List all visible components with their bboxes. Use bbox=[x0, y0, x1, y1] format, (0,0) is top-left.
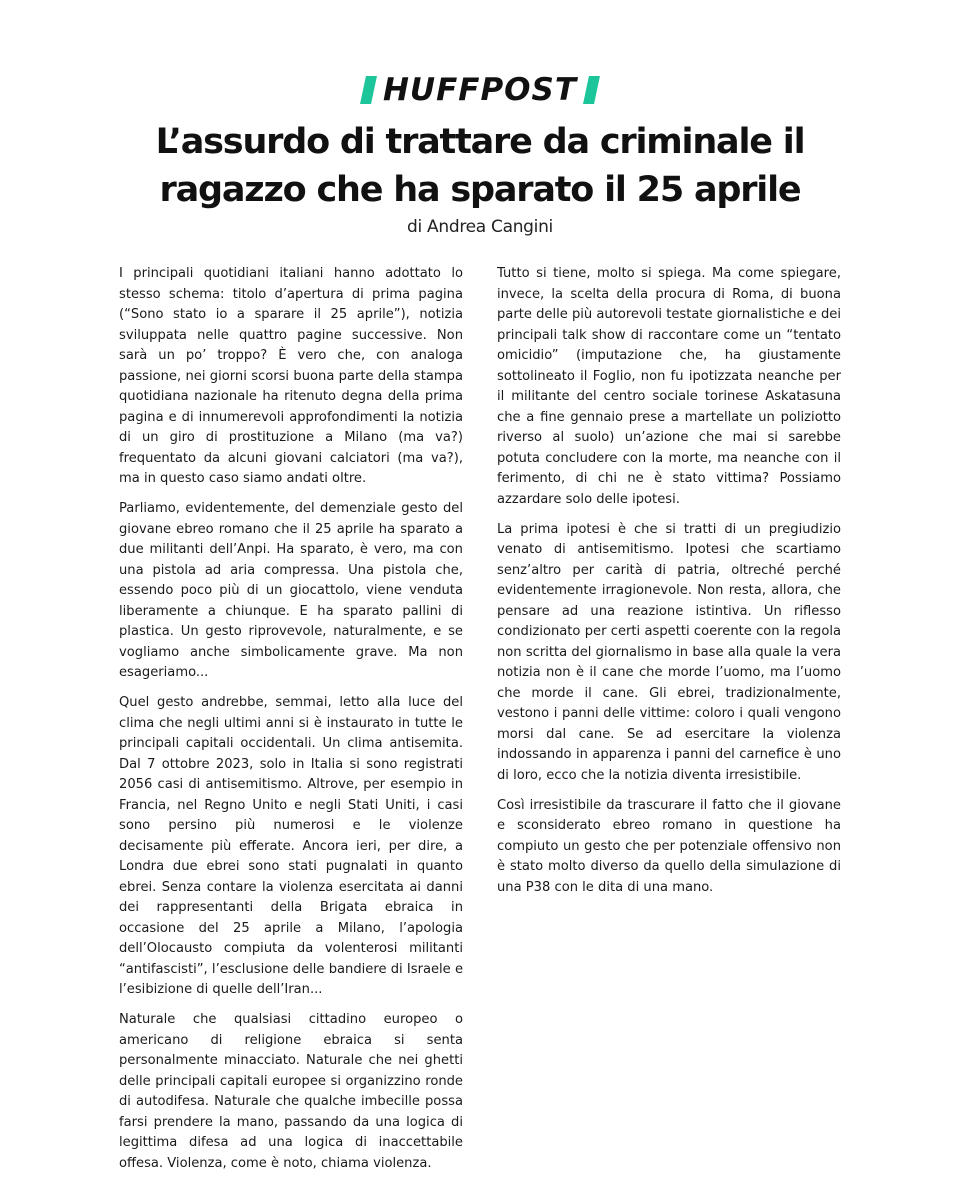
huffpost-logo bbox=[0, 74, 960, 106]
paragraph: La prima ipotesi è che si tratti di un pregiudizio venato di antisemitismo. Ipotesi che scartiamo senz’altro per carità di patria, oltreché perché evidentemente irragionevole. Non resta, allora, che pensare ad una reazione istintiva. Un riflesso condizionato per certi aspetti coerente con la regola non scritta del giornalismo in base alla quale la vera notizia non è il cane che morde l’uomo, ma l’uomo che morde il cane. Gli ebrei, tradizionalmente, vestono i panni delle vittime: coloro i quali vengono morsi dal cane. Se ad esercitare la violenza indossando in apparenza i panni del carnefice è uno di loro, ecco che la notizia diventa irresistibile. bbox=[497, 521, 841, 783]
title-line-2: ragazzo che ha sparato il 25 aprile bbox=[159, 170, 801, 210]
paragraph: I principali quotidiani italiani hanno adottato lo stesso schema: titolo d’apertura di prima pagina (“Sono stato io a sparare il 25 aprile”), notizia sviluppata nelle quattro pagine successive. Non sarà un po’ troppo? È vero che, con analoga passione, nei giorni scorsi buona parte della stampa quotidiana nazionale ha ritenuto degna della prima pagina e di innumerevoli approfondimenti la notizia di un giro di prostituzione a Milano (ma va?) frequentato da alcuni giovani calciatori (ma va?), ma in questo caso siamo andati oltre. bbox=[119, 266, 463, 486]
paragraph: Quel gesto andrebbe, semmai, letto alla luce del clima che negli ultimi anni si è instaurato in tutte le principali capitali occidentali. Un clima antisemita. Dal 7 ottobre 2023, solo in Italia si sono registrati 2056 casi di antisemitismo. Altrove, per esempio in Francia, nel Regno Unito e negli Stati Uniti, i casi sono persino più numerosi e le violenze decisamente più efferate. Ancora ieri, per dire, a Londra due ebrei sono stati pugnalati in quanto ebrei. Senza contare la violenza esercitata ai danni dei rappresentanti della Brigata ebraica in occasione del 25 aprile a Milano, l’apologia dell’Olocausto compiuta da volenterosi militanti “antifascisti”, l’esclusione delle bandiere di Israele e l’esibizione di quelle dell’Iran... bbox=[119, 695, 463, 997]
byline: di Andrea Cangini bbox=[407, 217, 553, 237]
paragraph: Parliamo, evidentemente, del demenziale gesto del giovane ebreo romano che il 25 aprile ha sparato a due militanti dell’Anpi. Ha sparato, è vero, ma con una pistola ad aria compressa. Una pistola che, essendo poco più di un giocattolo, viene venduta liberamente a chiunque. E ha sparato pallini di plastica. Un gesto riprovevole, naturalmente, e se vogliamo anche simbolicamente grave. Ma non esageriamo... bbox=[119, 501, 463, 680]
paragraph: Così irresistibile da trascurare il fatto che il giovane e sconsiderato ebreo romano in questione ha compiuto un gesto che per potenziale offensivo non è stato molto diverso da quello della simulazione di una P38 con le dita di una mano. bbox=[497, 797, 841, 895]
logo-left-bar bbox=[360, 76, 377, 104]
title-line-1: L’assurdo di trattare da criminale il bbox=[155, 122, 805, 162]
article-title bbox=[60, 118, 900, 214]
article-column-left bbox=[119, 264, 463, 1184]
paragraph: Naturale che qualsiasi cittadino europeo o americano di religione ebraica si senta personalmente minacciato. Naturale che nei ghetti delle principali capitali europee si organizzino ronde di autodifesa. Naturale che qualche imbecille possa farsi prendere la mano, passando da una logica di legittima difesa ad una logica di inaccettabile offesa. Violenza, come è noto, chiama violenza. bbox=[119, 1012, 463, 1171]
paragraph: Tutto si tiene, molto si spiega. Ma come spiegare, invece, la scelta della procura di Roma, di buona parte delle più autorevoli testate giornalistiche e dei principali talk show di raccontare come un “tentato omicidio” (imputazione che, ha giustamente sottolineato il Foglio, non fu ipotizzata neanche per il militante del centro sociale torinese Askatasuna che a fine gennaio prese a martellate un poliziotto riverso al suolo) un’azione che mai si sarebbe potuta concludere con la morte, ma neanche con il ferimento, di chi ne è stato vittima? Possiamo azzardare solo delle ipotesi. bbox=[497, 266, 841, 507]
article-column-right bbox=[497, 264, 841, 908]
logo-right-bar bbox=[583, 76, 600, 104]
logo-text: HUFFPOST bbox=[382, 72, 577, 108]
